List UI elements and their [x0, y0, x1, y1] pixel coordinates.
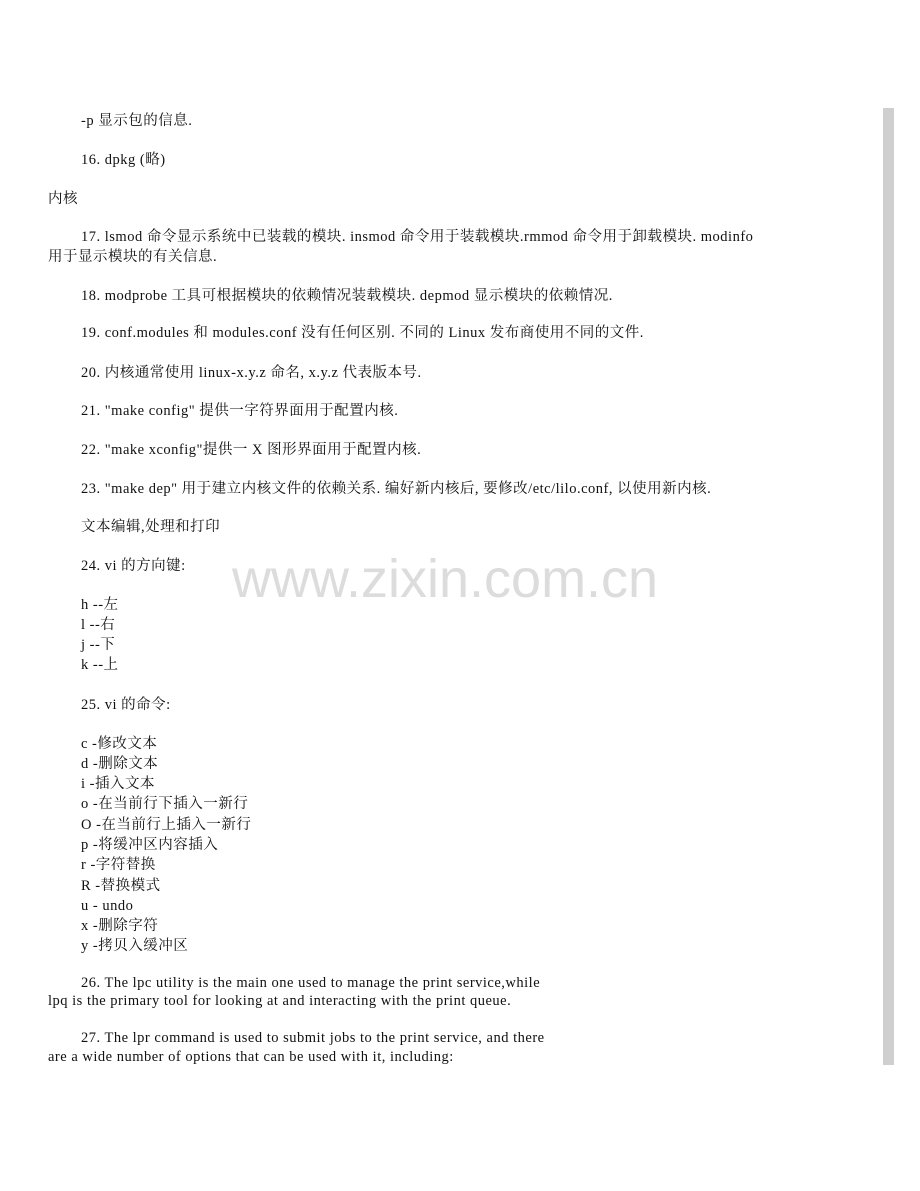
text-line: c -修改文本	[81, 736, 158, 752]
text-line: 27. The lpr command is used to submit jobs to the print service, and there	[81, 1030, 545, 1046]
vertical-scrollbar[interactable]	[883, 108, 894, 1065]
text-line: 24. vi 的方向键:	[81, 558, 186, 574]
text-line: 18. modprobe 工具可根据模块的依赖情况装载模块. depmod 显示模块的依赖情况.	[81, 288, 613, 304]
text-line: 26. The lpc utility is the main one used to manage the print service,while	[81, 975, 541, 991]
text-line: 20. 内核通常使用 linux-x.y.z 命名, x.y.z 代表版本号.	[81, 365, 422, 381]
text-line: h --左	[81, 597, 119, 613]
text-line: o -在当前行下插入一新行	[81, 796, 249, 812]
section-heading: 内核	[48, 191, 78, 207]
text-line: 23. "make dep" 用于建立内核文件的依赖关系. 编好新内核后, 要修改/etc/lilo.conf, 以使用新内核.	[81, 481, 712, 497]
text-line: p -将缓冲区内容插入	[81, 837, 219, 853]
text-line: r -字符替换	[81, 857, 156, 873]
text-line: 25. vi 的命令:	[81, 697, 171, 713]
text-line: 用于显示模块的有关信息.	[48, 249, 218, 265]
section-heading: 文本编辑,处理和打印	[81, 519, 221, 535]
text-line: 22. "make xconfig"提供一 X 图形界面用于配置内核.	[81, 442, 422, 458]
text-line: 17. lsmod 命令显示系统中已装载的模块. insmod 命令用于装载模块.rmmod 命令用于卸载模块. modinfo	[81, 229, 754, 245]
text-line: x -删除字符	[81, 918, 159, 934]
watermark: www.zixin.com.cn	[232, 549, 659, 609]
text-line: are a wide number of options that can be used with it, including:	[48, 1049, 454, 1065]
text-line: lpq is the primary tool for looking at and interacting with the print queue.	[48, 993, 512, 1009]
text-line: y -拷贝入缓冲区	[81, 938, 189, 954]
text-line: 19. conf.modules 和 modules.conf 没有任何区别. 不同的 Linux 发布商使用不同的文件.	[81, 325, 644, 341]
text-line: k --上	[81, 657, 119, 673]
text-line: 16. dpkg (略)	[81, 152, 166, 168]
text-line: u - undo	[81, 898, 134, 914]
text-line: i -插入文本	[81, 776, 155, 792]
text-line: j --下	[81, 637, 116, 653]
text-line: O -在当前行上插入一新行	[81, 817, 252, 833]
text-line: R -替换模式	[81, 878, 161, 894]
text-line: -p 显示包的信息.	[81, 113, 193, 129]
text-line: l --右	[81, 617, 116, 633]
text-line: d -删除文本	[81, 756, 159, 772]
text-line: 21. "make config" 提供一字符界面用于配置内核.	[81, 403, 399, 419]
